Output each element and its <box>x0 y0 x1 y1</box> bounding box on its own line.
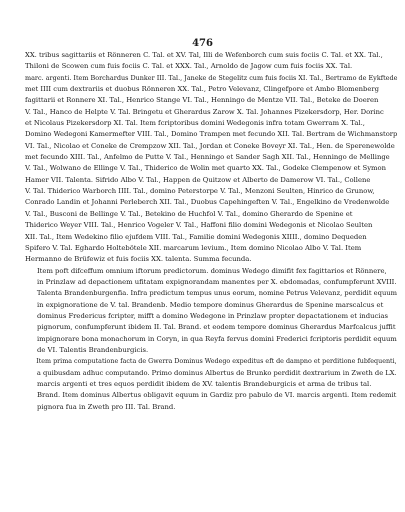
text-line: de VI. Talentis Brandenburgicis. <box>37 345 149 354</box>
text-line: Hamer VII. Talenta. Sifrido Albo V. Tal., Happen de Quitzow et Alberto de Damerow VI. Tal., Collene <box>25 175 371 184</box>
text-line: VI. Tal., Nicolao et Coneke de Crempzow XII. Tal., Jordan et Coneke Boveyr XI. Tal., Hen. de Sperenewolde <box>25 141 395 150</box>
text-line: in expignoratione de V. tal. Brandenb. Medio tempore dominus Gherardus de Spenine marscalcus et <box>37 300 384 309</box>
page-number: 476 <box>192 38 213 49</box>
text-line: in Prinzlaw ad depactionem ufitatam expignorandam manentes per X. ebdomadas, confumpferunt XVIII. <box>36 277 397 286</box>
text-line: Talenta Brandenburgenfia. Infra predictum tempus unus eorum, nomine Petrus Velevanz, perdidit equum <box>36 289 397 298</box>
text-line: Domino Wedegoni Kamermefter VIII. Tal., Domino Trampen met fecundo XII. Tal. Bertram de Wichmanstorp <box>25 130 398 139</box>
text-line: pignorum, confumpferunt ibidem II. Tal. Brand. et eodem tempore dominus Gherardus Marfcalcus juffit <box>37 323 396 332</box>
paragraph <box>25 356 397 413</box>
body-text <box>25 50 397 413</box>
text-line: V. Tal., Hanco de Helpte V. Tal. Bringetu et Gherardus Zarow X. Tal. Johannes Pizekersdorp, Her. Dorinc <box>25 107 384 116</box>
text-line: Hermanno de Brüfewiz et fuis fociis XX. talenta. Summa fecunda. <box>25 255 252 264</box>
text-line: V. Tal., Wolwano de Ellinge V. Tal., Thiderico de Wolin met quarto XX. Tal., Godeke Clempenow et Symon <box>25 164 386 173</box>
text-line: V. Tal., Busconi de Bellinge V. Tal., Betekino de Huchfol V. Tal., domino Gherardo de Spenine et <box>25 209 353 218</box>
text-line: a quibusdam adhuc computando. Primo dominus Albertus de Brunko perdidit dextrarium in Zweth de LX. <box>36 368 397 377</box>
paragraph <box>25 50 397 266</box>
text-line: fagittarii et Ronnere XI. Tal., Henrico Stange VI. Tal., Henningo de Mentze VII. Tal., Beteke de Doeren <box>25 96 379 105</box>
text-line: impignorare bona monachorum in Coryn, in qua Reyfa fervus domini Frederici fcriptoris perdidit equum <box>36 334 397 343</box>
text-line: et Nicolaus Pizekersdorp XI. Tal. Item fcriptoribus domini Wedegonis infra totam Gwerram X. Tal., <box>25 119 365 128</box>
text-line: marcis argenti et tres equos perdidit ibidem de XV. talentis Brandeburgicis et arma de tribus tal. <box>37 379 372 388</box>
text-line: pignora fua in Zweth pro III. Tal. Brand. <box>37 402 176 411</box>
text-line: XX. tribus sagittariis et Rönneren C. Tal. et XV. Tal, Illi de Wefenborch cum suis fociis C. Tal. et XX. Tal., <box>25 51 383 59</box>
text-line: Conrado Landin et Johanni Perleberch XII. Tal., Duobus Capehingeften V. Tal., Engelkino de Vredenwolde <box>25 198 390 207</box>
text-line: marc. argenti. Item Borchardus Dunker III. Tal., Janeke de Stegelitz cum fuis fociis XI. Tal., Bertramo de Eykftede <box>25 73 398 82</box>
paragraph <box>25 266 397 357</box>
text-line: XII. Tal., Item Wedekino filio ejufdem VIII. Tal., Familie domini Wedegonis XIIII., domino Dequeden <box>25 232 367 241</box>
text-line: Thiloni de Scowen cum fuis fociis C. Tal. et XXX. Tal., Arnoldo de Jagow cum fuis fociis XX. Tal. <box>25 62 353 71</box>
text-line: Brand. Item dominus Albertus obligavit equum in Gardiz pro pabulo de VI. marcis argenti. Item redemit <box>37 391 397 400</box>
text-line: Item prima computatione facta de Gwerra Dominus Wedego expeditus eft de dampno et perditione fubfequenti, <box>36 357 397 366</box>
text-line: met fecundo XIII. Tal., Anfelmo de Putte V. Tal., Henningo et Sander Sagh XII. Tal., Henningo de Mellinge <box>25 153 390 162</box>
text-line: Thiderico Weyer VIII. Tal., Henrico Vogeler V. Tal., Haffoni filio domini Wedegonis et Nicolao Seulten <box>25 221 373 230</box>
text-line: Item poft difceffum omnium iftorum predictorum. dominus Wedego dimifit fex fagittarios et Rönnere, <box>37 266 387 275</box>
text-line: met IIII cum dextrariis et duobus Rönneren XX. Tal., Petro Velevanz, Clingefpore et Ambo Blomenberg <box>25 85 379 94</box>
text-line: Spifero V. Tal. Eghardo Holtebötele XII. marcarum levium., Item domino Nicolao Albo V. Tal. Item <box>25 243 362 252</box>
text-line: V. Tal. Thiderico Warborch IIII. Tal., domino Peterstorpe V. Tal., Menzoni Seulten, Hinrico de Grunow, <box>25 187 375 196</box>
text-line: dominus Fredericus fcripter, mifft a domino Wedegone in Prinzlaw propter depactationem et inducias <box>37 311 388 320</box>
